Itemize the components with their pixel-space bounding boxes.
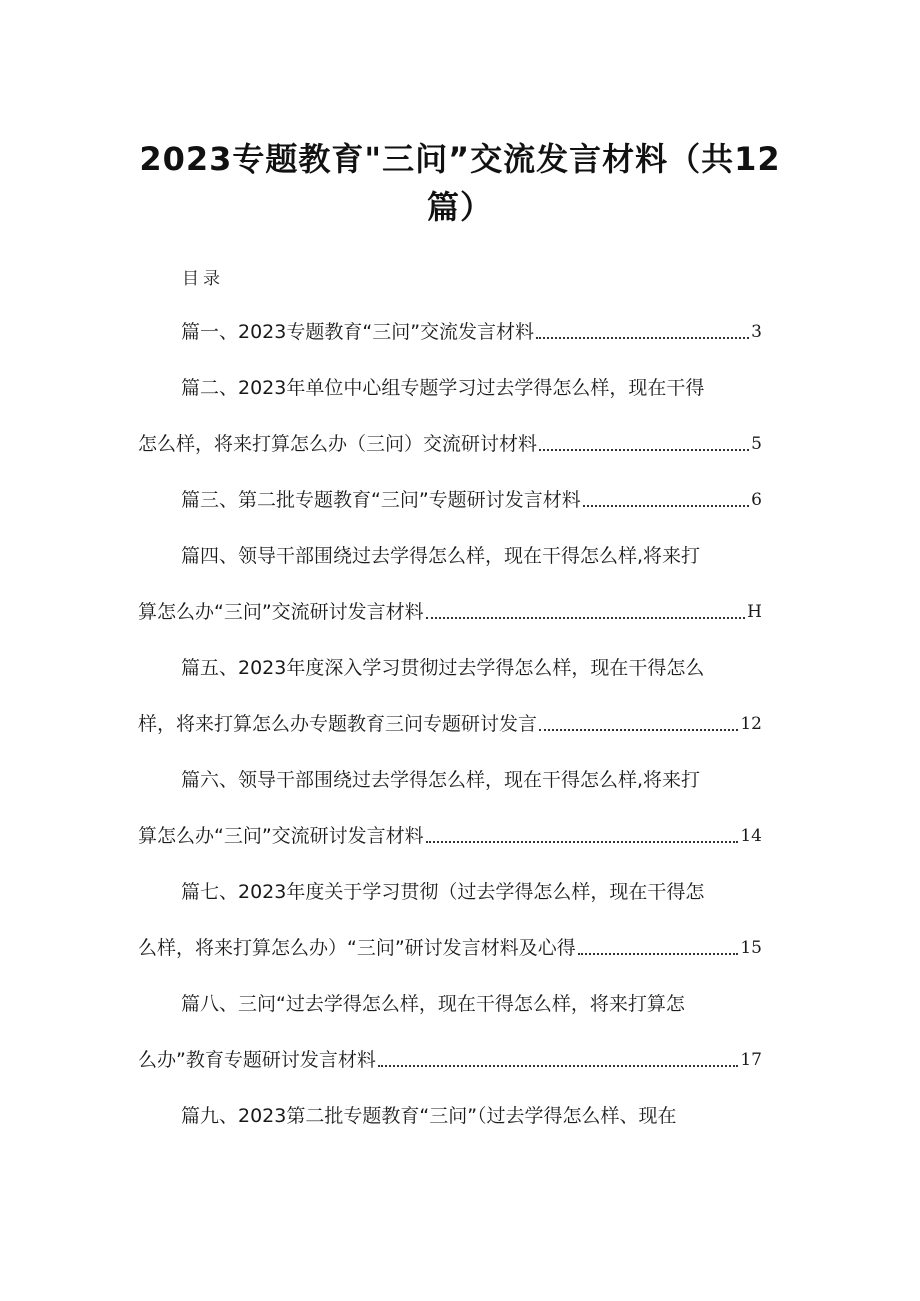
- toc-entry-7-title-part-1: 篇七、2023年度关于学习贯彻（过去学得怎么样，现在干得怎: [181, 881, 705, 903]
- dot-leader: [426, 617, 745, 619]
- toc-entry-6-title-part-1: 篇六、领导干部围绕过去学得怎么样，现在干得怎么样,将来打: [181, 769, 701, 791]
- toc-entry-5-title-part-1: 篇五、2023年度深入学习贯彻过去学得怎么样，现在干得怎么: [181, 657, 705, 679]
- toc-entry-8-line-1[interactable]: [181, 990, 774, 1018]
- dot-leader: [539, 729, 738, 731]
- toc-entry-9-line-1[interactable]: [181, 1102, 774, 1130]
- dot-leader: [378, 1065, 739, 1067]
- toc-entry-6-line-2[interactable]: [138, 822, 774, 850]
- document-title: [130, 135, 790, 231]
- toc-entry-4-title-part-1: 篇四、领导干部围绕过去学得怎么样，现在干得怎么样,将来打: [181, 545, 701, 567]
- toc-entry-6-title-part-2: 算怎么办“三问”交流研讨发言材料: [138, 825, 424, 847]
- toc-entry-2-line-1[interactable]: [181, 374, 774, 402]
- toc-entry-7-title-part-2: 么样，将来打算怎么办）“三问”研讨发言材料及心得: [138, 937, 576, 959]
- dot-leader: [578, 953, 739, 955]
- toc-entry-4-page: H: [747, 602, 762, 622]
- toc-entry-4-line-2[interactable]: [138, 598, 774, 626]
- toc-entry-7-line-1[interactable]: [181, 878, 774, 906]
- toc-entry-7-page: 15: [740, 938, 762, 958]
- toc-entry-9-title-part-1: 篇九、2023第二批专题教育“三问”（过去学得怎么样、现在: [181, 1105, 677, 1127]
- dot-leader: [539, 449, 749, 451]
- toc-entry-2-line-2[interactable]: [138, 430, 774, 458]
- toc-entry-8-title-part-1: 篇八、三问“过去学得怎么样，现在干得怎么样，将来打算怎: [181, 993, 685, 1015]
- toc-entry-5-title-part-2: 样，将来打算怎么办专题教育三问专题研讨发言: [138, 713, 538, 735]
- toc-heading: 目录: [182, 269, 224, 289]
- toc-entry-6-page: 14: [740, 826, 762, 846]
- toc-entry-1-page: 3: [751, 322, 762, 342]
- dot-leader: [536, 337, 749, 339]
- title-line-1: 2023专题教育"三问”交流发言材料（共12: [139, 140, 781, 178]
- toc-entry-4-line-1[interactable]: [181, 542, 774, 570]
- dot-leader: [583, 505, 749, 507]
- dot-leader: [426, 841, 739, 843]
- toc-entry-5-line-2[interactable]: [138, 710, 774, 738]
- toc-entry-3[interactable]: [181, 486, 774, 514]
- toc-entry-7-line-2[interactable]: [138, 934, 774, 962]
- toc-entry-5-line-1[interactable]: [181, 654, 774, 682]
- toc-entry-4-title-part-2: 算怎么办“三问”交流研讨发言材料: [138, 601, 424, 623]
- toc-entry-1-title: 篇一、2023专题教育“三问”交流发言材料: [181, 321, 535, 343]
- title-line-2: 篇）: [426, 188, 493, 226]
- toc-entry-5-page: 12: [740, 714, 762, 734]
- toc-entry-2-page: 5: [751, 434, 762, 454]
- toc-entry-3-page: 6: [751, 490, 762, 510]
- toc-entry-6-line-1[interactable]: [181, 766, 774, 794]
- toc-entry-2-title-part-2: 怎么样，将来打算怎么办（三问）交流研讨材料: [138, 433, 538, 455]
- toc-entry-3-title: 篇三、第二批专题教育“三问”专题研讨发言材料: [181, 489, 581, 511]
- toc-entry-8-title-part-2: 么办”教育专题研讨发言材料: [138, 1049, 376, 1071]
- toc-entry-8-page: 17: [740, 1050, 762, 1070]
- toc-entry-2-title-part-1: 篇二、2023年单位中心组专题学习过去学得怎么样，现在干得: [181, 377, 705, 399]
- toc-entry-8-line-2[interactable]: [138, 1046, 774, 1074]
- toc-entry-1[interactable]: [181, 318, 774, 346]
